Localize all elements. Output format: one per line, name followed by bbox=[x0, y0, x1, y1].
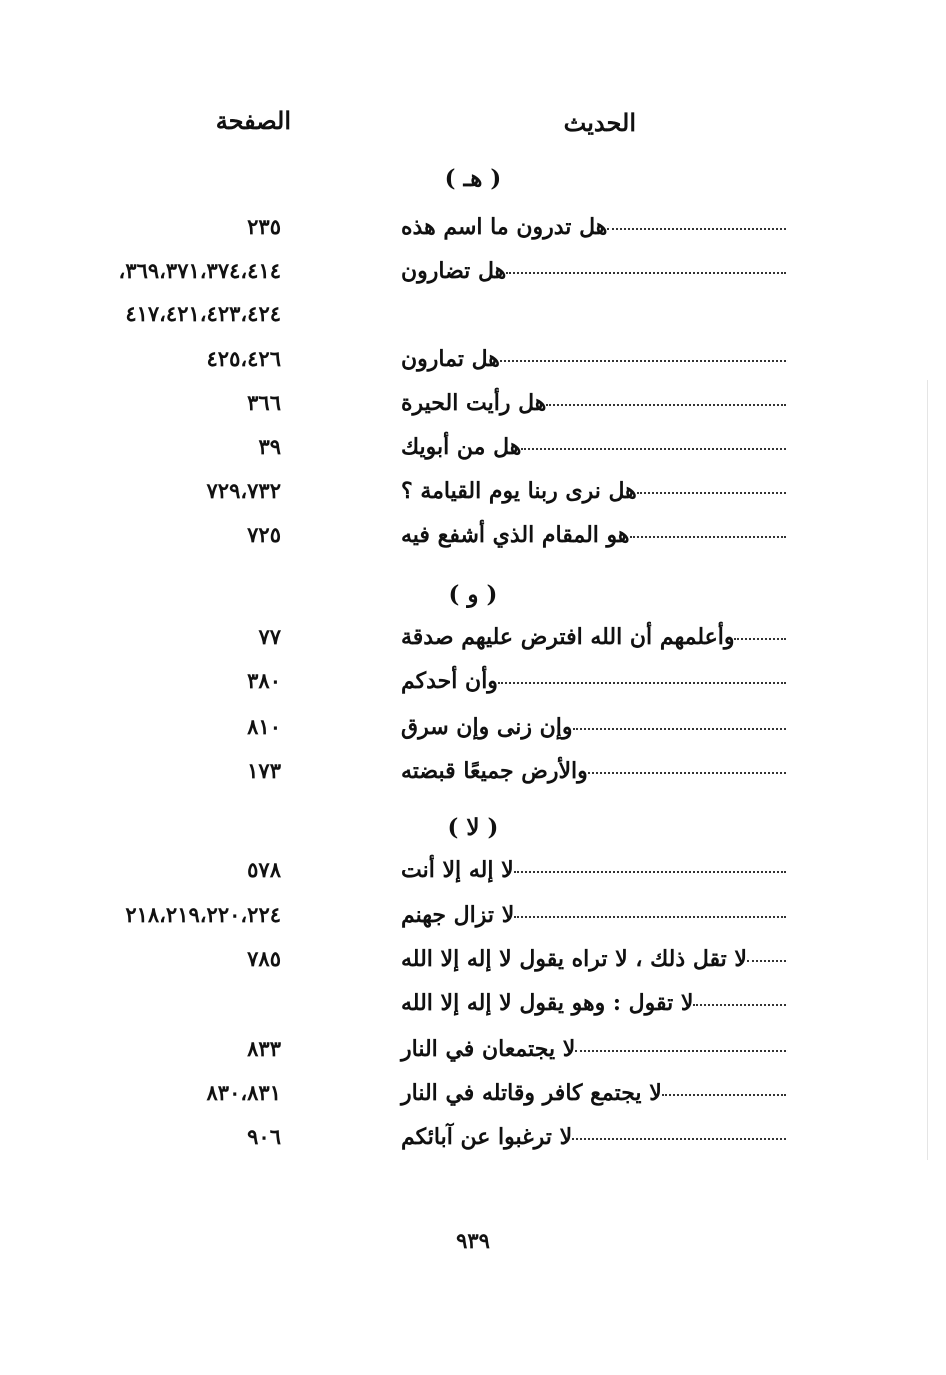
hadith-cell bbox=[401, 857, 796, 883]
list-item bbox=[0, 1124, 946, 1164]
hadith-text: هل تضارون bbox=[401, 258, 507, 284]
section-heading-waw: ( و ) bbox=[448, 581, 498, 608]
dot-leader bbox=[498, 681, 786, 684]
page-reference: ٣٦٩،٣٧١،٣٧٤،٤١٤، bbox=[118, 258, 281, 283]
page-reference: ٥٧٨ bbox=[247, 857, 281, 882]
hadith-text: وأن أحدكم bbox=[401, 668, 498, 694]
list-item bbox=[0, 624, 946, 664]
dot-leader bbox=[637, 491, 786, 494]
list-item bbox=[0, 857, 946, 897]
hadith-cell bbox=[401, 522, 796, 548]
page-reference: ٨١٠ bbox=[247, 714, 281, 739]
list-item bbox=[0, 258, 946, 298]
hadith-cell bbox=[401, 990, 796, 1016]
page-reference: ٨٣٣ bbox=[247, 1036, 281, 1061]
list-item bbox=[0, 668, 946, 708]
hadith-text: لا تزال جهنم bbox=[401, 902, 515, 928]
page-reference: ١٧٣ bbox=[247, 758, 281, 783]
list-item bbox=[0, 1080, 946, 1120]
hadith-text: هل تدرون ما اسم هذه bbox=[401, 214, 608, 240]
page-edge-line bbox=[927, 380, 928, 1160]
hadith-cell bbox=[401, 346, 796, 372]
hadith-cell bbox=[401, 390, 796, 416]
hadith-cell bbox=[401, 758, 796, 784]
dot-leader bbox=[572, 1137, 786, 1140]
page-reference: ٤٢٥،٤٢٦ bbox=[206, 346, 281, 371]
dot-leader bbox=[546, 403, 786, 406]
hadith-cell bbox=[401, 946, 796, 972]
hadith-text: لا إله إلا أنت bbox=[401, 857, 514, 883]
list-item bbox=[0, 301, 946, 341]
hadith-cell bbox=[401, 1036, 796, 1062]
page-reference: ٣٦٦ bbox=[247, 390, 281, 415]
hadith-text: لا تقل ذلك ، لا تراه يقول لا إله إلا الله bbox=[401, 946, 747, 972]
page-reference: ٣٨٠ bbox=[247, 668, 281, 693]
page-reference: ٢٣٥ bbox=[247, 214, 281, 239]
hadith-text: لا يجتمع كافر وقاتله في النار bbox=[401, 1080, 662, 1106]
list-item bbox=[0, 434, 946, 474]
page-reference: ٩٠٦ bbox=[247, 1124, 281, 1149]
page-reference: ٢١٨،٢١٩،٢٢٠،٢٢٤ bbox=[125, 902, 281, 927]
dot-leader bbox=[500, 359, 786, 362]
hadith-text: هل من أبويك bbox=[401, 434, 522, 460]
hadith-text: وإن زنى وإن سرق bbox=[401, 714, 573, 740]
dot-leader bbox=[521, 447, 786, 450]
hadith-text: هل نرى ربنا يوم القيامة ؟ bbox=[401, 478, 637, 504]
hadith-text: هو المقام الذي أشفع فيه bbox=[401, 522, 630, 548]
hadith-cell bbox=[401, 624, 796, 650]
page-reference: ٣٩ bbox=[258, 434, 281, 459]
dot-leader bbox=[693, 1003, 786, 1006]
dot-leader bbox=[630, 535, 786, 538]
list-item bbox=[0, 714, 946, 754]
hadith-cell bbox=[401, 714, 796, 740]
hadith-cell bbox=[401, 214, 796, 240]
list-item bbox=[0, 390, 946, 430]
dot-leader bbox=[514, 870, 786, 873]
hadith-cell bbox=[401, 434, 796, 460]
dot-leader bbox=[607, 227, 786, 230]
hadith-text: هل رأيت الحيرة bbox=[401, 390, 547, 416]
hadith-cell bbox=[401, 478, 796, 504]
section-heading-ha: ( هـ ) bbox=[444, 165, 502, 192]
page-reference: ٧٢٥ bbox=[247, 522, 281, 547]
page-reference-continued: ٤١٧،٤٢١،٤٢٣،٤٢٤ bbox=[125, 301, 281, 326]
hadith-text: وأعلمهم أن الله افترض عليهم صدقة bbox=[401, 624, 735, 650]
dot-leader bbox=[506, 271, 786, 274]
dot-leader bbox=[588, 771, 786, 774]
list-item bbox=[0, 522, 946, 562]
hadith-cell bbox=[401, 902, 796, 928]
list-item bbox=[0, 214, 946, 254]
list-item bbox=[0, 990, 946, 1030]
dot-leader bbox=[747, 959, 786, 962]
list-item bbox=[0, 946, 946, 986]
hadith-cell bbox=[401, 258, 796, 284]
hadith-cell bbox=[401, 1080, 796, 1106]
hadith-cell bbox=[401, 1124, 796, 1150]
list-item bbox=[0, 758, 946, 798]
page-reference: ٧٧ bbox=[258, 624, 281, 649]
footer-page-number: ٩٣٩ bbox=[456, 1228, 490, 1253]
hadith-text: لا ترغبوا عن آبائكم bbox=[401, 1124, 573, 1150]
page-reference: ٧٨٥ bbox=[247, 946, 281, 971]
dot-leader bbox=[734, 637, 786, 640]
dot-leader bbox=[573, 727, 787, 730]
list-item bbox=[0, 902, 946, 942]
hadith-text: هل تمارون bbox=[401, 346, 500, 372]
dot-leader bbox=[514, 915, 786, 918]
dot-leader bbox=[575, 1049, 786, 1052]
section-heading-la: ( لا ) bbox=[447, 814, 499, 841]
list-item bbox=[0, 346, 946, 386]
list-item bbox=[0, 478, 946, 518]
hadith-column-header: الحديث bbox=[563, 108, 636, 137]
page-reference: ٨٣٠،٨٣١ bbox=[206, 1080, 281, 1105]
hadith-cell bbox=[401, 668, 796, 694]
page-column-header: الصفحة bbox=[215, 106, 291, 135]
list-item bbox=[0, 1036, 946, 1076]
page-reference: ٧٢٩،٧٣٢ bbox=[206, 478, 281, 503]
hadith-text: والأرض جميعًا قبضته bbox=[401, 758, 588, 784]
hadith-text: لا يجتمعان في النار bbox=[401, 1036, 576, 1062]
hadith-text: لا تقول : وهو يقول لا إله إلا الله bbox=[401, 990, 694, 1016]
dot-leader bbox=[662, 1093, 786, 1096]
